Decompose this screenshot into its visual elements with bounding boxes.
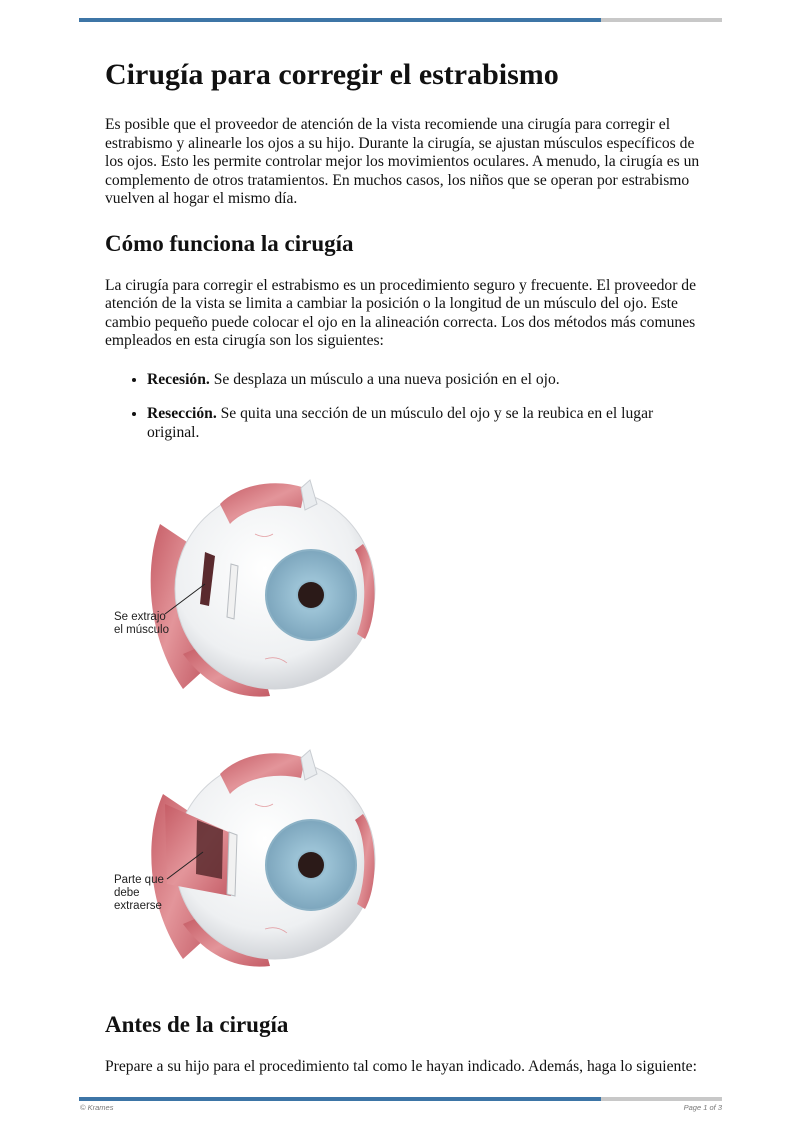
eye-recession-svg xyxy=(105,464,405,710)
figure-label-resection xyxy=(114,874,164,913)
list-item-recession xyxy=(147,371,705,390)
label-line: Parte que xyxy=(114,874,164,886)
before-surgery-paragraph: Prepare a su hijo para el procedimiento tal como le hayan indicado. Además, haga lo siguiente: xyxy=(105,1058,697,1075)
document-body xyxy=(105,56,705,1097)
footer-progress-fill xyxy=(79,1097,601,1101)
list-item-resection xyxy=(147,405,705,442)
methods-list xyxy=(105,371,705,443)
page-title: Cirugía para corregir el estrabismo xyxy=(105,58,559,91)
header-progress-fill xyxy=(79,18,601,22)
footer-copyright: © Krames xyxy=(80,1103,114,1112)
label-line: Se extrajo xyxy=(114,611,166,623)
bullet-text: Se quita una sección de un músculo del ojo y se la reubica en el lugar original. xyxy=(147,405,654,441)
section-heading-before-surgery: Antes de la cirugía xyxy=(105,1012,289,1037)
intro-paragraph: Es posible que el proveedor de atención de la vista recomiende una cirugía para corregir el estrabismo y alinearle los ojos a su hijo. Durante la cirugía, se ajustan músculos específicos de los ojos. Esto les permite controlar mejor los movimientos oculares. A menudo, la cirugía es un complemento de otros tratamientos. En muchos casos, los niños que se operan por estrabismo vuelven al hogar el mismo día. xyxy=(105,116,700,207)
header-progress-bar xyxy=(79,18,722,22)
eye-illustration-resection xyxy=(105,734,405,980)
footer-page-number: Page 1 of 3 xyxy=(683,1103,722,1112)
bullet-term: Resección. xyxy=(147,405,217,422)
footer-progress-bar xyxy=(79,1097,722,1101)
bullet-term: Recesión. xyxy=(147,370,210,388)
label-line: el músculo xyxy=(114,624,169,636)
eye-illustration-recession xyxy=(105,464,405,710)
label-line: extraerse xyxy=(114,900,162,912)
eye-resection-svg xyxy=(105,734,405,980)
figure-label-recession xyxy=(114,611,169,637)
section-heading-how-it-works: Cómo funciona la cirugía xyxy=(105,230,354,256)
label-line: debe xyxy=(114,887,140,899)
bullet-text: Se desplaza un músculo a una nueva posición en el ojo. xyxy=(209,370,560,388)
how-it-works-paragraph: La cirugía para corregir el estrabismo es un procedimiento seguro y frecuente. El proveedor de atención de la vista se limita a cambiar la posición o la longitud de un músculo del ojo. Este cambio pequeño puede colocar el ojo en la alineación correcta. Los dos métodos más comunes empleados en esta cirugía son los siguientes: xyxy=(105,276,697,349)
